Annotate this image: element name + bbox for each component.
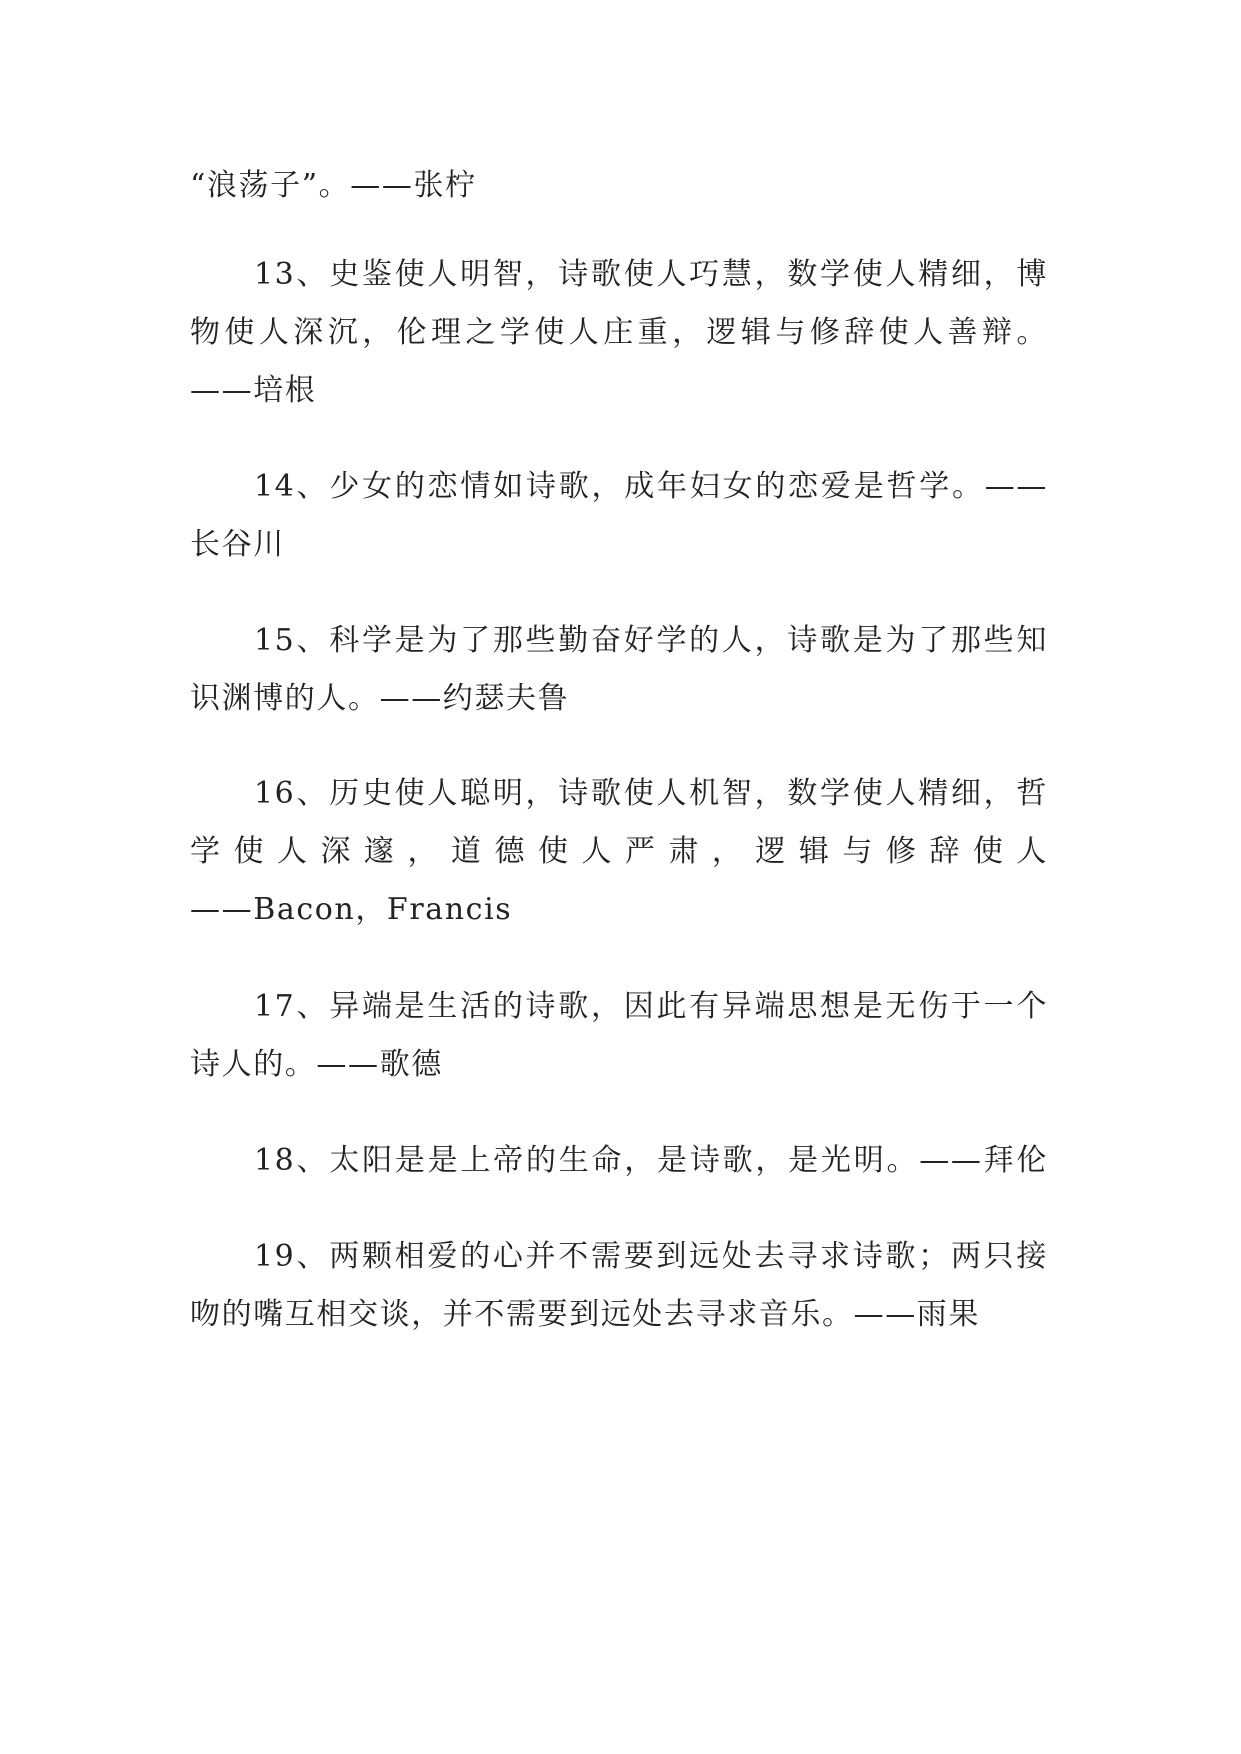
quote-19 <box>190 1228 1048 1344</box>
text-line: ——Bacon，Francis <box>190 892 513 927</box>
text-line: 19、两颗相爱的心并不需要到远处去寻求诗歌；两只接 <box>254 1239 1048 1274</box>
quote-14 <box>190 458 1048 574</box>
text-line: 诗人的。——歌德 <box>190 1047 443 1082</box>
quote-13 <box>190 246 1048 420</box>
text-line: ——培根 <box>190 373 317 408</box>
text-line: 学 使 人 深 邃 ， 道 德 使 人 严 肃 ， 逻 辑 与 修 辞 使 人 <box>190 834 1048 869</box>
quote-16 <box>190 765 1048 939</box>
text-line: 长谷川 <box>190 527 285 562</box>
text-line: 15、科学是为了那些勤奋好学的人，诗歌是为了那些知 <box>254 623 1048 658</box>
quote-15 <box>190 612 1048 728</box>
paragraph-attribution-zhangning <box>190 157 1048 215</box>
text-line: 17、异端是生活的诗歌，因此有异端思想是无伤于一个 <box>254 989 1048 1024</box>
text-line: 16、历史使人聪明，诗歌使人机智，数学使人精细，哲 <box>254 776 1048 811</box>
text-line: 18、太阳是是上帝的生命，是诗歌，是光明。——拜伦 <box>254 1143 1048 1178</box>
text-line: 14、少女的恋情如诗歌，成年妇女的恋爱是哲学。—— <box>254 469 1048 504</box>
text-line: 物使人深沉，伦理之学使人庄重，逻辑与修辞使人善辩。 <box>190 315 1048 350</box>
text-line: 识渊博的人。——约瑟夫鲁 <box>190 681 570 716</box>
quote-17 <box>190 978 1048 1094</box>
quote-18 <box>190 1132 1048 1190</box>
text-line: 13、史鉴使人明智，诗歌使人巧慧，数学使人精细，博 <box>254 257 1048 292</box>
text-line: “浪荡子”。——张柠 <box>190 168 477 203</box>
text-line: 吻的嘴互相交谈，并不需要到远处去寻求音乐。——雨果 <box>190 1297 980 1332</box>
